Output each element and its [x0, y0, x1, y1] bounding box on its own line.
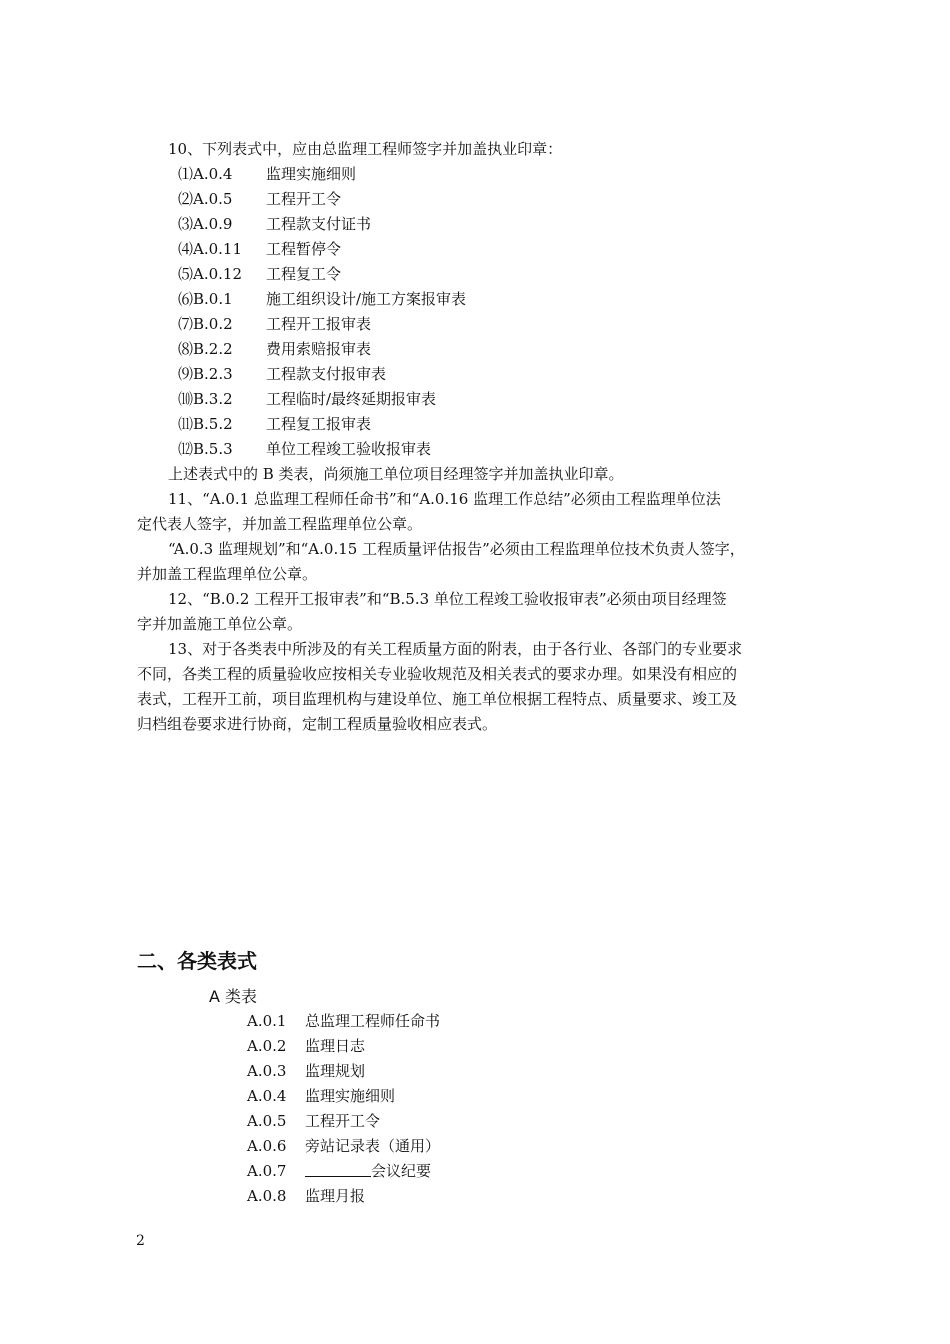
- table-row: [247, 1134, 441, 1159]
- item-name: 施工组织设计/施工方案报审表: [266, 290, 467, 308]
- form-name: 总监理工程师任命书: [305, 1012, 441, 1030]
- list-item: [178, 212, 372, 237]
- form-name-with-blank: [305, 1159, 431, 1184]
- list-item: [178, 437, 432, 462]
- item-number: ⑼: [178, 365, 194, 383]
- item-code: B.3.2: [193, 390, 233, 408]
- table-row: [247, 1084, 396, 1109]
- form-name: 会议纪要: [371, 1162, 432, 1180]
- form-name: 监理规划: [305, 1062, 366, 1080]
- form-code: A.0.1: [247, 1012, 287, 1030]
- item-name: 工程款支付证书: [266, 215, 372, 233]
- item-name: 工程开工令: [266, 190, 342, 208]
- list-item: [178, 187, 342, 212]
- paragraph-13-line4: 归档组卷要求进行协商，定制工程质量验收相应表式。: [137, 715, 498, 733]
- item-name: 工程复工报审表: [266, 415, 372, 433]
- table-row: [247, 1034, 366, 1059]
- item-name: 费用索赔报审表: [266, 340, 372, 358]
- list-item: [178, 312, 372, 337]
- paragraph-11b-line2: 并加盖工程监理单位公章。: [137, 565, 318, 583]
- item-name: 工程复工令: [266, 265, 342, 283]
- form-code: A.0.5: [247, 1112, 287, 1130]
- list-item: [178, 337, 372, 362]
- item-number: ⑶: [178, 215, 194, 233]
- page-number: 2: [136, 1233, 145, 1249]
- item-number: ⑸: [178, 265, 194, 283]
- item-code: B.2.3: [193, 365, 233, 383]
- item-number: ⑺: [178, 315, 194, 333]
- form-name: 旁站记录表（通用）: [305, 1137, 441, 1155]
- form-code: A.0.7: [247, 1162, 287, 1180]
- item-code: A.0.5: [193, 190, 233, 208]
- item-name: 单位工程竣工验收报审表: [266, 440, 432, 458]
- list-item: [178, 387, 437, 412]
- list-item: [178, 162, 357, 187]
- form-name: 工程开工令: [305, 1112, 381, 1130]
- table-row: [247, 1184, 366, 1209]
- item-name: 工程款支付报审表: [266, 365, 387, 383]
- paragraph-13-line1: 13、对于各类表中所涉及的有关工程质量方面的附表，由于各行业、各部门的专业要求: [168, 640, 743, 658]
- item-number: ⑽: [178, 390, 194, 408]
- item-name: 工程暂停令: [266, 240, 342, 258]
- item-code: A.0.4: [193, 165, 233, 183]
- item-number: ⑿: [178, 440, 194, 458]
- item-name: 工程开工报审表: [266, 315, 372, 333]
- table-row: [247, 1009, 441, 1034]
- item-number: ⑵: [178, 190, 194, 208]
- item-code: A.0.9: [193, 215, 233, 233]
- item-code: B.0.1: [193, 290, 233, 308]
- list-item: [178, 412, 372, 437]
- fill-in-blank: [305, 1159, 371, 1177]
- item-name: 监理实施细则: [266, 165, 357, 183]
- paragraph-13-line3: 表式，工程开工前，项目监理机构与建设单位、施工单位根据工程特点、质量要求、竣工及: [137, 690, 738, 708]
- form-code: A.0.3: [247, 1062, 287, 1080]
- item-code: B.0.2: [193, 315, 233, 333]
- item-number: ⑹: [178, 290, 194, 308]
- form-name: 监理实施细则: [305, 1087, 396, 1105]
- item-name: 工程临时/最终延期报审表: [266, 390, 437, 408]
- subsection-heading: A 类表: [209, 987, 258, 1006]
- item-code: B.2.2: [193, 340, 233, 358]
- item-number: ⑷: [178, 240, 194, 258]
- form-name: 监理日志: [305, 1037, 366, 1055]
- item-number: ⑻: [178, 340, 194, 358]
- table-row: [247, 1109, 381, 1134]
- table-row: [247, 1159, 432, 1184]
- item-number: ⑴: [178, 165, 194, 183]
- item-code: A.0.11: [193, 240, 243, 258]
- list-item: [178, 287, 467, 312]
- item-code: B.5.3: [193, 440, 233, 458]
- paragraph-11b-line1: “A.0.3 监理规划”和“A.0.15 工程质量评估报告”必须由工程监理单位技术负责人签字，: [168, 540, 745, 558]
- item-code: A.0.12: [193, 265, 243, 283]
- table-row: [247, 1059, 366, 1084]
- item-number: ⑾: [178, 415, 194, 433]
- paragraph-11-line1: 11、“A.0.1 总监理工程师任命书”和“A.0.16 监理工作总结”必须由工程监理单位法: [168, 490, 721, 508]
- form-code: A.0.6: [247, 1137, 287, 1155]
- paragraph-13-line2: 不同，各类工程的质量验收应按相关专业验收规范及相关表式的要求办理。如果没有相应的: [137, 665, 738, 683]
- list-item: [178, 362, 387, 387]
- paragraph-12-line1: 12、“B.0.2 工程开工报审表”和“B.5.3 单位工程竣工验收报审表”必须由项目经理签: [168, 590, 727, 608]
- list-item: [178, 237, 342, 262]
- paragraph-11-line2: 定代表人签字，并加盖工程监理单位公章。: [137, 515, 423, 533]
- paragraph-10-intro: 10、下列表式中，应由总监理工程师签字并加盖执业印章：: [168, 140, 563, 158]
- b-class-note: 上述表式中的 B 类表，尚须施工单位项目经理签字并加盖执业印章。: [168, 465, 624, 483]
- section-heading: 二、各类表式: [137, 949, 257, 973]
- item-code: B.5.2: [193, 415, 233, 433]
- form-name: 监理月报: [305, 1187, 366, 1205]
- form-code: A.0.2: [247, 1037, 287, 1055]
- list-item: [178, 262, 342, 287]
- paragraph-12-line2: 字并加盖施工单位公章。: [137, 615, 303, 633]
- form-code: A.0.8: [247, 1187, 287, 1205]
- form-code: A.0.4: [247, 1087, 287, 1105]
